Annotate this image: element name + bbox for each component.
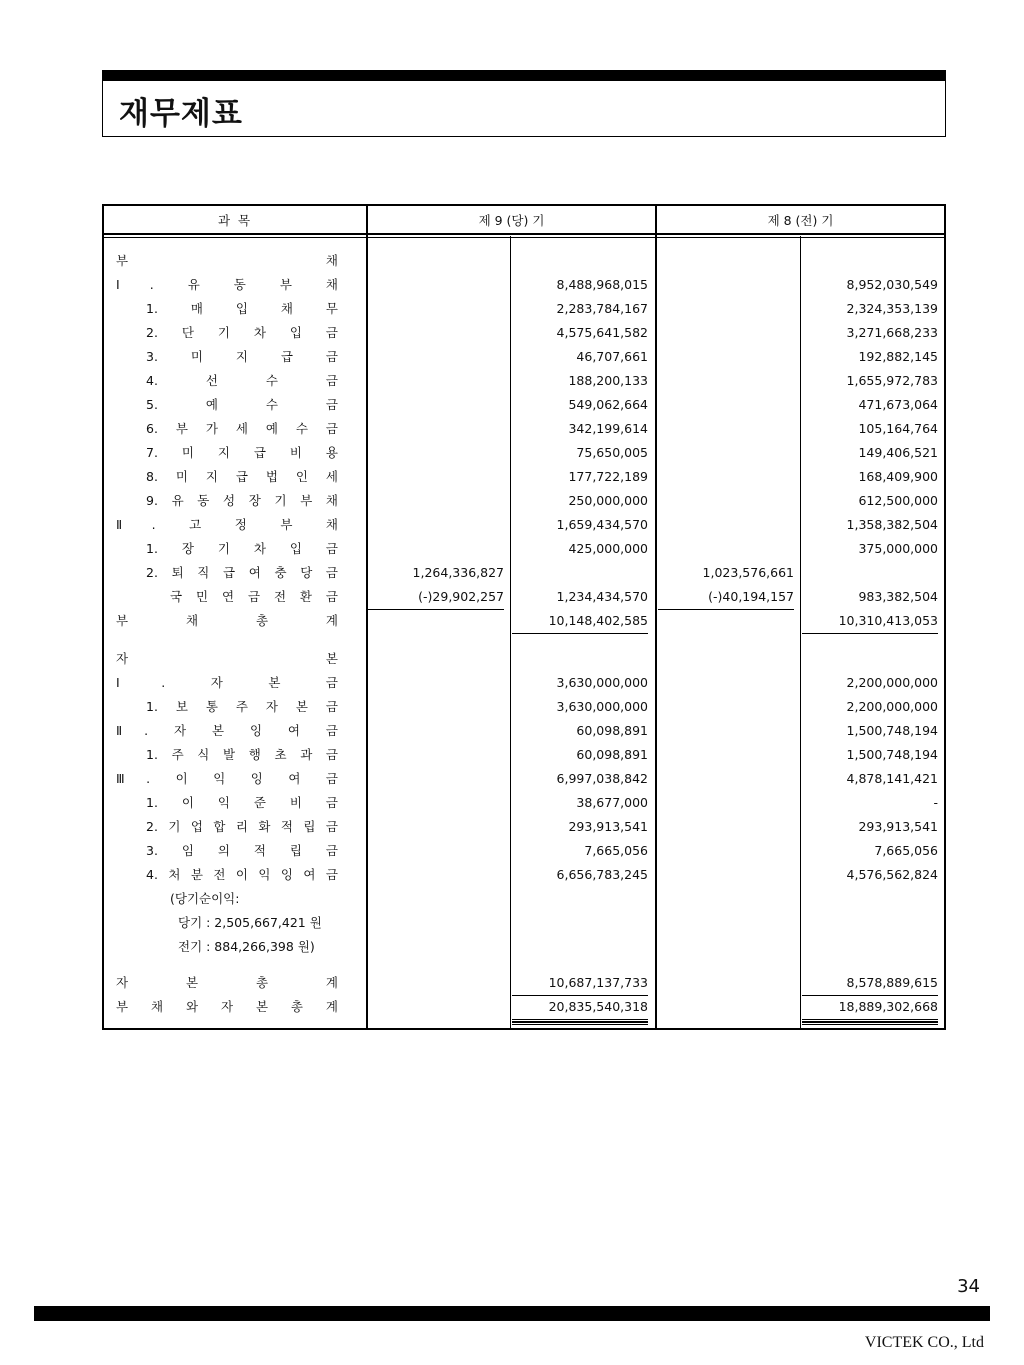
current-amount-cell: 3,630,000,000: [556, 675, 648, 690]
current-subtotal-cell: [368, 767, 504, 791]
current-subtotal-cell: [368, 935, 504, 959]
current-subtotal-cell: [368, 465, 504, 489]
row-label: 자 본: [116, 651, 338, 666]
previous-amount-cell: 3,271,668,233: [846, 325, 938, 340]
previous-amount-cell: 1,500,748,194: [846, 723, 938, 738]
previous-subtotal-cell: [658, 671, 794, 695]
current-amount-cell: 250,000,000: [568, 493, 648, 508]
current-amount-cell: 6,997,038,842: [556, 771, 648, 786]
balance-sheet-table: [102, 204, 946, 1030]
previous-subtotal-cell: [658, 995, 794, 1019]
row-label: 부 채 와 자 본 총 계: [116, 999, 338, 1014]
current-subtotal-cell: [368, 297, 504, 321]
previous-subtotal-cell: [658, 297, 794, 321]
row-label: Ⅰ. 자 본 금: [116, 675, 338, 690]
previous-amount-cell: 149,406,521: [858, 445, 938, 460]
current-subtotal-cell: [368, 839, 504, 863]
header-previous-period: 제 8 (전) 기: [767, 213, 834, 228]
previous-amount-cell: [802, 561, 938, 585]
previous-amount-cell: [802, 887, 938, 911]
row-label: 1. 이 익 준 비 금: [146, 795, 338, 810]
current-subtotal-cell: [368, 743, 504, 767]
table-row: [104, 369, 944, 393]
current-subtotal-cell: [368, 321, 504, 345]
previous-subtotal-cell: [658, 489, 794, 513]
current-amount-cell: [512, 911, 648, 935]
row-label: Ⅲ. 이 익 잉 여 금: [116, 771, 338, 786]
row-label: 5. 예 수 금: [146, 397, 338, 412]
previous-amount-cell: 983,382,504: [858, 589, 938, 604]
current-subtotal-cell: [368, 441, 504, 465]
header-separator: [104, 237, 944, 238]
current-subtotal-cell: [368, 995, 504, 1019]
current-amount-cell: [512, 647, 648, 671]
table-row: [104, 935, 944, 959]
current-subtotal-cell: [368, 887, 504, 911]
table-row: [104, 971, 944, 995]
current-amount-cell: 177,722,189: [568, 469, 648, 484]
row-label: Ⅰ. 유 동 부 채: [116, 277, 338, 292]
company-name: VICTEK CO., Ltd: [864, 1334, 984, 1351]
previous-subtotal-cell: [658, 369, 794, 393]
header-current-period: 제 9 (당) 기: [478, 213, 545, 228]
row-label: 1. 장 기 차 입 금: [146, 541, 338, 556]
current-subtotal-cell: [368, 863, 504, 887]
table-row: [104, 995, 944, 1019]
page-title: 재무제표: [119, 96, 243, 132]
previous-subtotal-cell: [658, 767, 794, 791]
table-row: [104, 273, 944, 297]
previous-subtotal-cell: [658, 887, 794, 911]
previous-amount-cell: 1,358,382,504: [846, 517, 938, 532]
previous-subtotal-cell: [658, 743, 794, 767]
row-label: 2. 퇴 직 급 여 충 당 금: [146, 565, 338, 580]
current-subtotal-cell: [368, 393, 504, 417]
table-row: [104, 393, 944, 417]
table-row: [104, 719, 944, 743]
row-label: 1. 주 식 발 행 초 과 금: [146, 747, 338, 762]
previous-subtotal-cell: [658, 393, 794, 417]
current-amount-cell: 1,234,434,570: [556, 589, 648, 604]
previous-amount-cell: 471,673,064: [858, 397, 938, 412]
previous-amount-cell: 8,952,030,549: [846, 277, 938, 292]
table-row: [104, 441, 944, 465]
previous-subtotal-cell: [658, 537, 794, 561]
current-amount-cell: 6,656,783,245: [556, 867, 648, 882]
previous-subtotal-cell: [658, 321, 794, 345]
current-amount-cell: 342,199,614: [568, 421, 648, 436]
table-row: [104, 585, 944, 609]
current-subtotal-cell: [368, 815, 504, 839]
previous-subtotal-cell: [658, 345, 794, 369]
current-amount-cell: 10,148,402,585: [512, 609, 648, 634]
previous-subtotal-cell: [658, 513, 794, 537]
previous-amount-cell: -: [933, 795, 938, 810]
previous-subtotal-cell: [658, 911, 794, 935]
previous-subtotal-cell: [658, 863, 794, 887]
table-row: [104, 417, 944, 441]
previous-amount-cell: 293,913,541: [858, 819, 938, 834]
current-subtotal-cell: [368, 791, 504, 815]
previous-subtotal-cell: [658, 971, 794, 995]
current-subtotal-cell: [368, 345, 504, 369]
header-account: 과 목: [217, 213, 253, 228]
current-amount-cell: 38,677,000: [576, 795, 648, 810]
current-subtotal-cell: [368, 647, 504, 671]
previous-subtotal-cell: [658, 935, 794, 959]
current-amount-cell: 8,488,968,015: [556, 277, 648, 292]
previous-subtotal-cell: [658, 647, 794, 671]
previous-subtotal-cell: [658, 791, 794, 815]
current-subtotal-cell: [368, 417, 504, 441]
table-row: [104, 863, 944, 887]
row-label: Ⅱ. 자 본 잉 여 금: [116, 723, 338, 738]
current-amount-cell: 549,062,664: [568, 397, 648, 412]
current-subtotal-cell: 1,264,336,827: [412, 565, 504, 580]
previous-amount-cell: 7,665,056: [874, 843, 938, 858]
previous-subtotal-cell: [658, 719, 794, 743]
current-amount-cell: 60,098,891: [576, 747, 648, 762]
row-label: 4. 선 수 금: [146, 373, 338, 388]
current-amount-cell: 293,913,541: [568, 819, 648, 834]
previous-subtotal-cell: (-)40,194,157: [658, 585, 794, 610]
row-label: 2. 기 업 합 리 화 적 립 금: [146, 819, 338, 834]
table-row: [104, 743, 944, 767]
table-row: [104, 345, 944, 369]
current-subtotal-cell: [368, 971, 504, 995]
current-amount-cell: 188,200,133: [568, 373, 648, 388]
previous-subtotal-cell: [658, 609, 794, 633]
table-row: [104, 489, 944, 513]
previous-subtotal-cell: [658, 441, 794, 465]
table-row: [104, 791, 944, 815]
table-row: [104, 513, 944, 537]
current-subtotal-cell: [368, 249, 504, 273]
previous-amount-cell: 105,164,764: [858, 421, 938, 436]
current-subtotal-cell: [368, 273, 504, 297]
previous-amount-cell: [802, 911, 938, 935]
previous-subtotal-cell: [658, 417, 794, 441]
current-subtotal-cell: [368, 489, 504, 513]
total-closing-rule: [802, 1022, 938, 1025]
previous-amount-cell: 4,878,141,421: [846, 771, 938, 786]
current-amount-cell: [512, 935, 648, 959]
row-label: 1. 보 통 주 자 본 금: [146, 699, 338, 714]
row-label: 7. 미 지 급 비 용: [146, 445, 338, 460]
row-label: 9. 유 동 성 장 기 부 채: [146, 493, 338, 508]
previous-subtotal-cell: [658, 465, 794, 489]
table-row: [104, 609, 944, 633]
table-row: [104, 561, 944, 585]
table-row: [104, 839, 944, 863]
current-amount-cell: [512, 249, 648, 273]
table-row: [104, 671, 944, 695]
table-row: [104, 537, 944, 561]
table-row: [104, 767, 944, 791]
table-row: [104, 297, 944, 321]
previous-amount-cell: 10,310,413,053: [802, 609, 938, 634]
row-label: 6. 부 가 세 예 수 금: [146, 421, 338, 436]
title-box: [102, 80, 946, 137]
current-subtotal-cell: [368, 513, 504, 537]
table-row: [104, 911, 944, 935]
previous-subtotal-cell: [658, 695, 794, 719]
previous-amount-cell: [802, 249, 938, 273]
previous-amount-cell: [802, 935, 938, 959]
previous-subtotal-cell: [658, 249, 794, 273]
previous-amount-cell: 8,578,889,615: [802, 971, 938, 996]
row-label: 당기 : 2,505,667,421 원: [178, 915, 322, 930]
current-amount-cell: 4,575,641,582: [556, 325, 648, 340]
current-subtotal-cell: [368, 609, 504, 633]
row-label: Ⅱ. 고 정 부 채: [116, 517, 338, 532]
previous-amount-cell: 2,324,353,139: [846, 301, 938, 316]
current-amount-cell: 20,835,540,318: [512, 995, 648, 1022]
current-subtotal-cell: [368, 911, 504, 935]
current-amount-cell: 425,000,000: [568, 541, 648, 556]
current-amount-cell: [512, 887, 648, 911]
row-label: 자 본 총 계: [116, 975, 338, 990]
row-label: 3. 임 의 적 립 금: [146, 843, 338, 858]
current-amount-cell: 46,707,661: [576, 349, 648, 364]
previous-amount-cell: 375,000,000: [858, 541, 938, 556]
row-label: 국 민 연 금 전 환 금: [170, 589, 338, 604]
previous-amount-cell: 1,500,748,194: [846, 747, 938, 762]
current-amount-cell: 75,650,005: [576, 445, 648, 460]
current-subtotal-cell: [368, 671, 504, 695]
table-row: [104, 465, 944, 489]
table-row: [104, 887, 944, 911]
row-label: 1. 매 입 채 무: [146, 301, 338, 316]
previous-amount-cell: [802, 647, 938, 671]
current-amount-cell: 2,283,784,167: [556, 301, 648, 316]
current-amount-cell: 60,098,891: [576, 723, 648, 738]
total-closing-rule: [512, 1022, 648, 1025]
footer-bar: [34, 1306, 990, 1321]
table-row: [104, 815, 944, 839]
previous-subtotal-cell: 1,023,576,661: [702, 565, 794, 580]
table-row: [104, 695, 944, 719]
current-subtotal-cell: (-)29,902,257: [368, 585, 504, 610]
page-number: 34: [957, 1276, 980, 1297]
current-amount-cell: 3,630,000,000: [556, 699, 648, 714]
current-amount-cell: 7,665,056: [584, 843, 648, 858]
previous-subtotal-cell: [658, 815, 794, 839]
row-label: 부 채 총 계: [116, 613, 338, 628]
current-subtotal-cell: [368, 537, 504, 561]
previous-amount-cell: 192,882,145: [858, 349, 938, 364]
row-label: 8. 미 지 급 법 인 세: [146, 469, 338, 484]
row-label: (당기순이익:: [170, 891, 240, 906]
current-amount-cell: 10,687,137,733: [512, 971, 648, 996]
table-row: [104, 249, 944, 273]
row-label: 부 채: [116, 253, 338, 268]
table-row: [104, 647, 944, 671]
previous-amount-cell: 2,200,000,000: [846, 699, 938, 714]
previous-subtotal-cell: [658, 839, 794, 863]
row-label: 전기 : 884,266,398 원): [178, 939, 315, 954]
current-subtotal-cell: [368, 695, 504, 719]
row-label: 2. 단 기 차 입 금: [146, 325, 338, 340]
previous-subtotal-cell: [658, 273, 794, 297]
previous-amount-cell: 1,655,972,783: [846, 373, 938, 388]
row-label: 3. 미 지 급 금: [146, 349, 338, 364]
previous-amount-cell: 4,576,562,824: [846, 867, 938, 882]
previous-amount-cell: 18,889,302,668: [802, 995, 938, 1022]
previous-amount-cell: 168,409,900: [858, 469, 938, 484]
row-label: 4. 처 분 전 이 익 잉 여 금: [146, 867, 338, 882]
previous-amount-cell: 612,500,000: [858, 493, 938, 508]
section-separator: [104, 635, 944, 636]
current-subtotal-cell: [368, 369, 504, 393]
table-row: [104, 321, 944, 345]
current-amount-cell: 1,659,434,570: [556, 517, 648, 532]
current-subtotal-cell: [368, 719, 504, 743]
previous-amount-cell: 2,200,000,000: [846, 675, 938, 690]
current-amount-cell: [512, 561, 648, 585]
